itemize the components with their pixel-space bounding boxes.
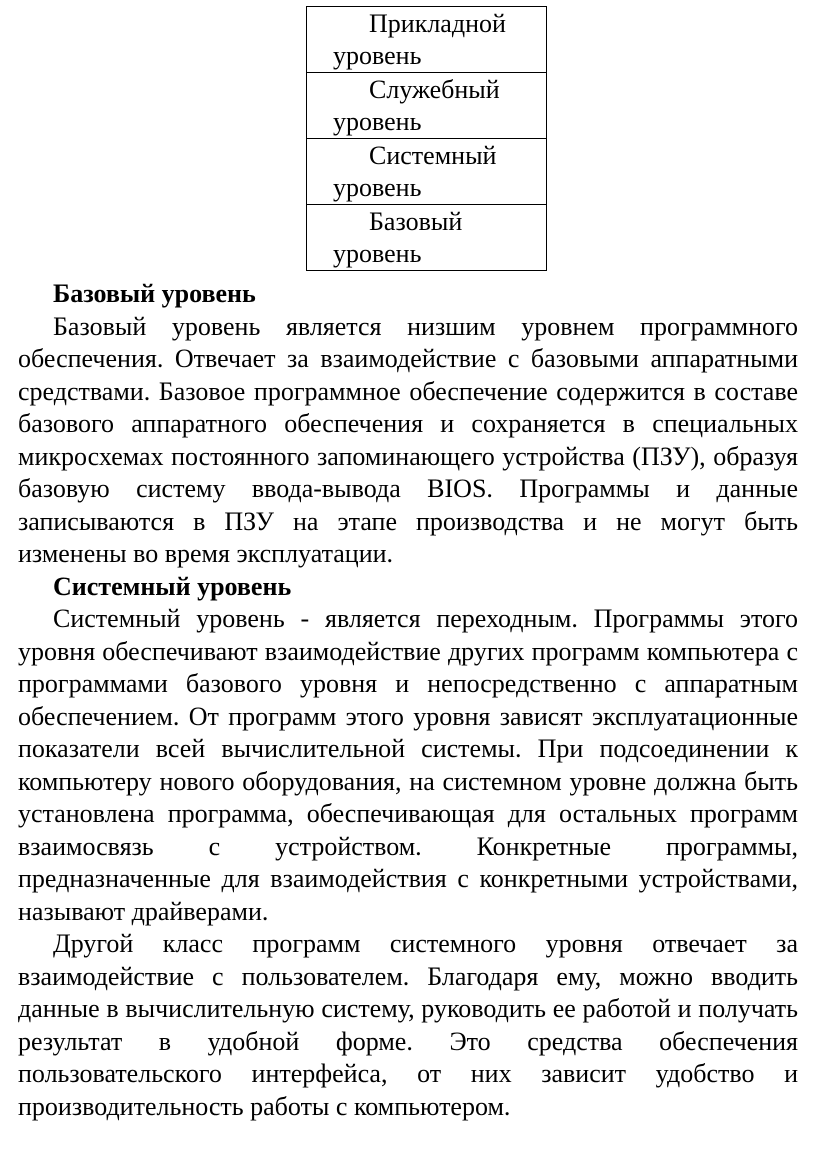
table-row [307,205,547,271]
system-level-paragraph-1: Системный уровень - является переходным. Программы этого уровня обеспечивают взаимодействие других программ компьютера с программами базового уровня и непосредственно с аппаратным обеспечением. От программ этого уровня зависят эксплуатационные показатели всей вычислительной системы. При подсоединении к компьютеру нового оборудования, на системном уровне должна быть установлена программа, обеспечивающая для остальных программ взаимосвязь с устройством. Конкретные программы, предназначенные для взаимодействия с конкретными устройствами, называют драйверами. [18,604,798,926]
level-cell-base [307,205,547,271]
table-row [307,139,547,205]
level-label: Базовый уровень [333,207,463,268]
level-cell-system [307,139,547,205]
document-body [18,278,798,1123]
table-row [307,7,547,73]
table-row [307,73,547,139]
system-level-paragraph-2: Другой класс программ системного уровня отвечает за взаимодействие с пользователем. Благодаря ему, можно вводить данные в вычислительную систему, руководить ее работой и получать результат в удобной форме. Это средства обеспечения пользовательского интерфейса, от них зависит удобство и производительность работы с компьютером. [18,929,798,1121]
level-label: Прикладной уровень [333,9,506,70]
level-cell-applied [307,7,547,73]
system-level-heading: Системный уровень [53,571,292,601]
base-level-heading: Базовый уровень [53,279,256,308]
software-levels-table [306,6,547,271]
level-cell-service [307,73,547,139]
level-label: Системный уровень [333,141,497,202]
base-level-paragraph: Базовый уровень является низшим уровнем программного обеспечения. Отвечает за взаимодействие с базовыми аппаратными средствами. Базовое программное обеспечение содержится в составе базового аппаратного обеспечения и сохраняется в специальных микросхемах постоянного запоминающего устройства (ПЗУ), образуя базовую систему ввода-вывода BIOS. Программы и данные записываются в ПЗУ на этапе производства и не могут быть изменены во время эксплуатации. [18,311,798,568]
level-label: Служебный уровень [333,75,500,136]
